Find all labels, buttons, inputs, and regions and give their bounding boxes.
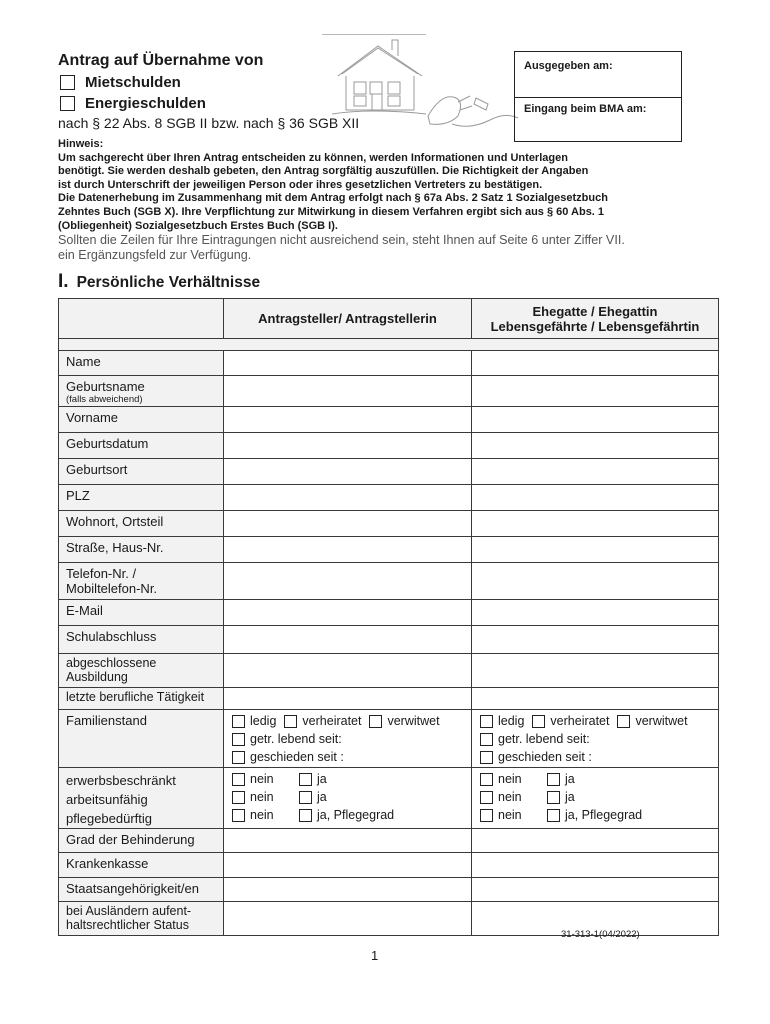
label-phone-line1: Telefon-Nr. / <box>66 566 137 581</box>
applicant-birthname-field[interactable] <box>224 376 472 407</box>
table-spacer-row <box>59 339 719 351</box>
label-birthplace: Geburtsort <box>59 459 224 485</box>
applicant-married-checkbox[interactable] <box>284 715 297 728</box>
table-header-row <box>59 299 719 339</box>
applicant-separated-label: getr. lebend seit: <box>250 732 342 746</box>
row-phone <box>59 563 719 600</box>
option-energy-debt-label: Energieschulden <box>85 95 206 112</box>
label-street: Straße, Haus-Nr. <box>59 537 224 563</box>
label-zip: PLZ <box>59 485 224 511</box>
option-rent-debt-label: Mietschulden <box>85 74 181 91</box>
label-birthname-note: (falls abweichend) <box>66 394 143 405</box>
label-firstname: Vorname <box>59 407 224 433</box>
hint-note: Sollten die Zeilen für Ihre Eintragungen nicht ausreichend sein, steht Ihnen auf Seite 6 unter Ziffer VII. <box>58 233 625 248</box>
partner-limited-no-checkbox[interactable] <box>480 773 493 786</box>
applicant-last-job-field[interactable] <box>224 688 472 710</box>
applicant-street-field[interactable] <box>224 537 472 563</box>
applicant-limited-yes-checkbox[interactable] <box>299 773 312 786</box>
partner-email-field[interactable] <box>472 600 719 626</box>
hint-heading: Hinweis: <box>58 138 104 150</box>
row-email <box>59 600 719 626</box>
checkbox-energy-debt[interactable] <box>60 96 75 111</box>
header-partner <box>472 299 719 339</box>
applicant-unable-yes-checkbox[interactable] <box>299 791 312 804</box>
label-birthdate: Geburtsdatum <box>59 433 224 459</box>
partner-training-field[interactable] <box>472 654 719 688</box>
partner-birthplace-field[interactable] <box>472 459 719 485</box>
partner-unable-no-checkbox[interactable] <box>480 791 493 804</box>
label-phone-line2: Mobiltelefon-Nr. <box>66 581 158 596</box>
checkbox-rent-debt[interactable] <box>60 75 75 90</box>
row-birthname <box>59 376 719 407</box>
partner-single-checkbox[interactable] <box>480 715 493 728</box>
hint-note: ein Ergänzungsfeld zur Verfügung. <box>58 247 252 262</box>
label-training-line1: abgeschlossene <box>66 656 157 670</box>
label-citizenship: Staatsangehörigkeit/en <box>59 878 224 902</box>
label-disability: Grad der Behinderung <box>59 829 224 853</box>
applicant-limited-yes-label: ja <box>317 772 327 786</box>
partner-limited-no-label: nein <box>498 772 522 786</box>
hint-line: Die Datenerhebung im Zusammenhang mit dem Antrag erfolgt nach § 67a Abs. 2 Satz 1 Sozialgesetzbuch <box>58 192 608 205</box>
partner-street-field[interactable] <box>472 537 719 563</box>
applicant-widowed-checkbox[interactable] <box>369 715 382 728</box>
label-health-status <box>59 768 224 829</box>
label-name: Name <box>59 351 224 376</box>
label-insurance: Krankenkasse <box>59 853 224 878</box>
label-unable: arbeitsunfähig <box>66 792 148 807</box>
row-birthplace <box>59 459 719 485</box>
section-title: Persönliche Verhältnisse <box>76 274 261 291</box>
applicant-disability-field[interactable] <box>224 829 472 853</box>
label-school: Schulabschluss <box>59 626 224 654</box>
partner-limited-yes-checkbox[interactable] <box>547 773 560 786</box>
header-partner-line1: Ehegatte / Ehegattin <box>532 303 658 319</box>
partner-birthname-field[interactable] <box>472 376 719 407</box>
applicant-care-no-label: nein <box>250 808 274 822</box>
partner-divorced-checkbox[interactable] <box>480 751 493 764</box>
applicant-email-field[interactable] <box>224 600 472 626</box>
applicant-unable-no-checkbox[interactable] <box>232 791 245 804</box>
row-street <box>59 537 719 563</box>
applicant-name-field[interactable] <box>224 351 472 376</box>
row-disability <box>59 829 719 853</box>
row-zip <box>59 485 719 511</box>
row-birthdate <box>59 433 719 459</box>
section-number: I. <box>58 271 69 292</box>
applicant-firstname-field[interactable] <box>224 407 472 433</box>
label-status-line1: bei Ausländern aufent- <box>66 904 192 918</box>
partner-separated-checkbox[interactable] <box>480 733 493 746</box>
partner-care-no-label: nein <box>498 808 522 822</box>
applicant-town-field[interactable] <box>224 511 472 537</box>
partner-widowed-checkbox[interactable] <box>617 715 630 728</box>
form-number: 31-313-1(04/2022) <box>561 929 640 940</box>
applicant-unable-yes-label: ja <box>317 790 327 804</box>
applicant-training-field[interactable] <box>224 654 472 688</box>
partner-firstname-field[interactable] <box>472 407 719 433</box>
applicant-unable-no-label: nein <box>250 790 274 804</box>
top-divider <box>322 34 426 35</box>
house-plug-illustration <box>330 38 520 128</box>
label-birthname <box>59 376 224 407</box>
partner-health-options <box>472 768 719 829</box>
received-label: Eingang beim BMA am: <box>524 103 647 115</box>
partner-citizenship-field[interactable] <box>472 878 719 902</box>
partner-married-label: verheiratet <box>550 714 610 728</box>
applicant-divorced-checkbox[interactable] <box>232 751 245 764</box>
row-citizenship <box>59 878 719 902</box>
office-stamp-box <box>514 51 682 142</box>
stamp-divider <box>515 97 681 98</box>
applicant-separated-checkbox[interactable] <box>232 733 245 746</box>
partner-limited-yes-label: ja <box>565 772 575 786</box>
partner-single-label: ledig <box>498 714 525 728</box>
page-number: 1 <box>371 948 379 963</box>
row-training <box>59 654 719 688</box>
hint-line: (Obliegenheit) Sozialgesetzbuch Erstes Buch (SGB I). <box>58 219 338 232</box>
partner-disability-field[interactable] <box>472 829 719 853</box>
applicant-limited-no-checkbox[interactable] <box>232 773 245 786</box>
hint-line: benötigt. Sie werden deshalb gebeten, den Antrag sorgfältig auszufüllen. Die Richtigkeit der Angaben <box>58 165 589 178</box>
applicant-limited-no-label: nein <box>250 772 274 786</box>
hint-line: ist durch Unterschrift der jeweiligen Person oder ihres gesetzlichen Vertreters zu bestätigen. <box>58 178 543 191</box>
partner-care-yes-checkbox[interactable] <box>547 809 560 822</box>
applicant-health-options <box>224 768 472 829</box>
applicant-married-label: verheiratet <box>302 714 362 728</box>
label-care: pflegebedürftig <box>66 811 153 826</box>
label-town: Wohnort, Ortsteil <box>59 511 224 537</box>
hint-line: Zehntes Buch (SGB X). Ihre Verpflichtung zur Mitwirkung in diesem Verfahren ergibt sich aus § 60 Abs. 1 <box>58 205 605 218</box>
partner-widowed-label: verwitwet <box>635 714 688 728</box>
applicant-single-label: ledig <box>250 714 277 728</box>
partner-care-yes-label: ja, Pflegegrad <box>565 808 643 822</box>
applicant-zip-field[interactable] <box>224 485 472 511</box>
row-health-status <box>59 768 719 829</box>
applicant-care-yes-label: ja, Pflegegrad <box>317 808 395 822</box>
partner-name-field[interactable] <box>472 351 719 376</box>
partner-divorced-label: geschieden seit : <box>498 750 592 764</box>
applicant-divorced-label: geschieden seit : <box>250 750 344 764</box>
applicant-school-field[interactable] <box>224 626 472 654</box>
label-training-line2: Ausbildung <box>66 670 128 684</box>
row-name <box>59 351 719 376</box>
label-training <box>59 654 224 688</box>
partner-birthdate-field[interactable] <box>472 433 719 459</box>
applicant-phone-field[interactable] <box>224 563 472 600</box>
applicant-widowed-label: verwitwet <box>387 714 440 728</box>
partner-unable-no-label: nein <box>498 790 522 804</box>
row-firstname <box>59 407 719 433</box>
issued-label: Ausgegeben am: <box>524 60 613 72</box>
applicant-care-yes-checkbox[interactable] <box>299 809 312 822</box>
partner-town-field[interactable] <box>472 511 719 537</box>
form-title: Antrag auf Übernahme von <box>58 52 264 69</box>
row-insurance <box>59 853 719 878</box>
applicant-care-no-checkbox[interactable] <box>232 809 245 822</box>
partner-care-no-checkbox[interactable] <box>480 809 493 822</box>
label-status-line2: haltsrechtlicher Status <box>66 918 189 932</box>
partner-school-field[interactable] <box>472 626 719 654</box>
applicant-insurance-field[interactable] <box>224 853 472 878</box>
label-email: E-Mail <box>59 600 224 626</box>
row-town <box>59 511 719 537</box>
label-limited: erwerbsbeschränkt <box>66 773 176 788</box>
row-marital <box>59 710 719 768</box>
partner-zip-field[interactable] <box>472 485 719 511</box>
partner-phone-field[interactable] <box>472 563 719 600</box>
label-phone <box>59 563 224 600</box>
header-partner-line2: Lebensgefährte / Lebensgefährtin <box>490 318 700 334</box>
hint-line: Um sachgerecht über Ihren Antrag entscheiden zu können, werden Informationen und Unterlagen <box>58 151 568 164</box>
header-blank-cell <box>59 299 224 339</box>
applicant-birthdate-field[interactable] <box>224 433 472 459</box>
row-last-job <box>59 688 719 710</box>
hint-block <box>58 138 718 262</box>
partner-marital-options <box>472 710 719 768</box>
header-applicant: Antragsteller/ Antragstellerin <box>224 299 472 339</box>
partner-last-job-field[interactable] <box>472 688 719 710</box>
partner-insurance-field[interactable] <box>472 853 719 878</box>
applicant-birthplace-field[interactable] <box>224 459 472 485</box>
section-heading <box>58 271 260 293</box>
applicant-citizenship-field[interactable] <box>224 878 472 902</box>
personal-data-table <box>58 298 719 936</box>
partner-separated-label: getr. lebend seit: <box>498 732 590 746</box>
partner-unable-yes-label: ja <box>565 790 575 804</box>
label-last-job: letzte berufliche Tätigkeit <box>59 688 224 710</box>
label-marital: Familienstand <box>59 710 224 768</box>
option-energy-debt[interactable] <box>60 95 206 112</box>
label-residence-status <box>59 902 224 936</box>
partner-unable-yes-checkbox[interactable] <box>547 791 560 804</box>
row-school <box>59 626 719 654</box>
partner-married-checkbox[interactable] <box>532 715 545 728</box>
legal-basis: nach § 22 Abs. 8 SGB II bzw. nach § 36 SGB XII <box>58 115 360 131</box>
option-rent-debt[interactable] <box>60 74 181 91</box>
applicant-marital-options <box>224 710 472 768</box>
applicant-residence-status-field[interactable] <box>224 902 472 936</box>
label-birthname-text: Geburtsname <box>66 379 145 394</box>
applicant-single-checkbox[interactable] <box>232 715 245 728</box>
